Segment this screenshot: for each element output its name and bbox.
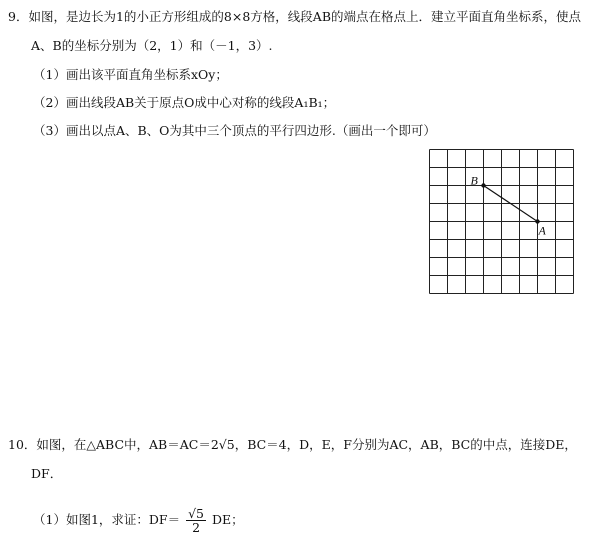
q10-line1: 10．如图，在△ABC中，AB＝AC＝2√5，BC＝4，D，E，F分别为AC，AB，BC的中点，连接DE， (8, 437, 577, 452)
fraction-numerator: √5 (188, 506, 205, 521)
label-a: A (538, 223, 546, 238)
q9-line2: A、B的坐标分别为（2，1）和（－1，3）. (31, 38, 273, 53)
point-b (481, 183, 485, 187)
q9-line1: 9．如图，是边长为1的小正方形组成的8×8方格，线段AB的端点在格点上．建立平面直角坐标系，使点 (8, 9, 581, 24)
q9-part1: （1）画出该平面直角坐标系xOy； (33, 67, 228, 82)
fraction-denominator: 2 (192, 520, 201, 535)
q10-line2: DF． (31, 466, 63, 481)
q9-part3: （3）画出以点A、B、O为其中三个顶点的平行四边形.（画出一个即可） (33, 123, 436, 138)
label-b: B (470, 173, 478, 188)
q10-part1-suffix: DE； (212, 512, 244, 527)
fraction (186, 507, 206, 534)
q9-part2: （2）画出线段AB关于原点O成中心对称的线段A₁B₁； (33, 95, 336, 110)
coordinate-grid (429, 149, 574, 294)
q10-part1 (33, 505, 244, 535)
q10-part1-prefix: （1）如图1，求证：DF＝ (33, 512, 181, 527)
